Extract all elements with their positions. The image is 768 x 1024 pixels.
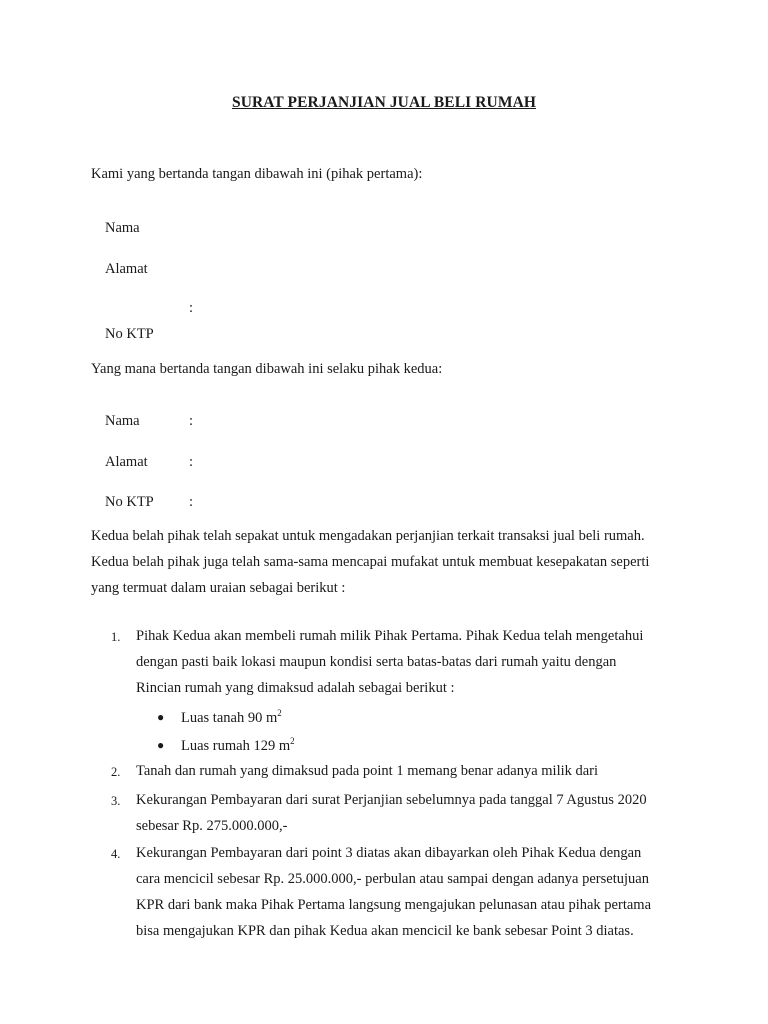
list-item-line: cara mencicil sebesar Rp. 25.000.000,- perbulan atau sampai dengan adanya persetujuan — [136, 871, 649, 887]
agreement-line: yang termuat dalam uraian sebagai berikut : — [91, 580, 346, 596]
agreement-line: Kedua belah pihak juga telah sama-sama mencapai mufakat untuk membuat kesepakatan seperti — [91, 554, 650, 570]
document-title: SURAT PERJANJIAN JUAL BELI RUMAH — [231, 94, 537, 111]
list-item-number: 2. — [111, 765, 121, 779]
second-party-address-label: Alamat — [105, 454, 148, 470]
first-party-address-label: Alamat — [105, 261, 148, 277]
bullet-icon: ● — [157, 710, 165, 724]
second-party-name-label: Nama — [105, 413, 140, 429]
list-item-number: 1. — [111, 630, 121, 644]
list-item-line: Pihak Kedua akan membeli rumah milik Pihak Pertama. Pihak Kedua telah mengetahui — [136, 628, 644, 644]
list-item-line: Kekurangan Pembayaran dari point 3 diatas akan dibayarkan oleh Pihak Kedua dengan — [136, 845, 642, 861]
list-item-number: 3. — [111, 794, 121, 808]
list-item-line: Tanah dan rumah yang dimaksud pada point 1 memang benar adanya milik dari — [136, 763, 599, 779]
bullet-item: Luas rumah 129 $m^2$ — [181, 736, 295, 754]
list-item-line: Kekurangan Pembayaran dari surat Perjanjian sebelumnya pada tanggal 7 Agustus 2020 — [136, 792, 647, 808]
first-party-name-label: Nama — [105, 220, 140, 236]
bullet-icon: ● — [157, 738, 165, 752]
list-item-line: dengan pasti baik lokasi maupun kondisi serta batas-batas dari rumah yaitu dengan — [136, 654, 617, 670]
second-party-address-colon: : — [189, 454, 194, 470]
bullet-item: Luas tanah 90 $m^2$ — [181, 708, 282, 726]
list-item-line: bisa mengajukan KPR dan pihak Kedua akan mencicil ke bank sebesar Point 3 diatas. — [136, 923, 634, 939]
first-party-ktp-label: No KTP — [105, 326, 154, 342]
agreement-line: Kedua belah pihak telah sepakat untuk mengadakan perjanjian terkait transaksi jual beli rumah. — [91, 528, 645, 544]
second-party-ktp-colon: : — [189, 494, 194, 510]
list-item-line: Rincian rumah yang dimaksud adalah sebagai berikut : — [136, 680, 455, 696]
list-item-line: sebesar Rp. 275.000.000,- — [136, 818, 288, 834]
list-item-line: KPR dari bank maka Pihak Pertama langsung mengajukan pelunasan atau pihak pertama — [136, 897, 652, 913]
first-party-colon: : — [189, 300, 194, 316]
second-party-ktp-label: No KTP — [105, 494, 154, 510]
list-item-number: 4. — [111, 847, 121, 861]
first-party-intro: Kami yang bertanda tangan dibawah ini (pihak pertama): — [91, 166, 423, 182]
second-party-name-colon: : — [189, 413, 194, 429]
second-party-intro: Yang mana bertanda tangan dibawah ini selaku pihak kedua: — [91, 361, 443, 377]
